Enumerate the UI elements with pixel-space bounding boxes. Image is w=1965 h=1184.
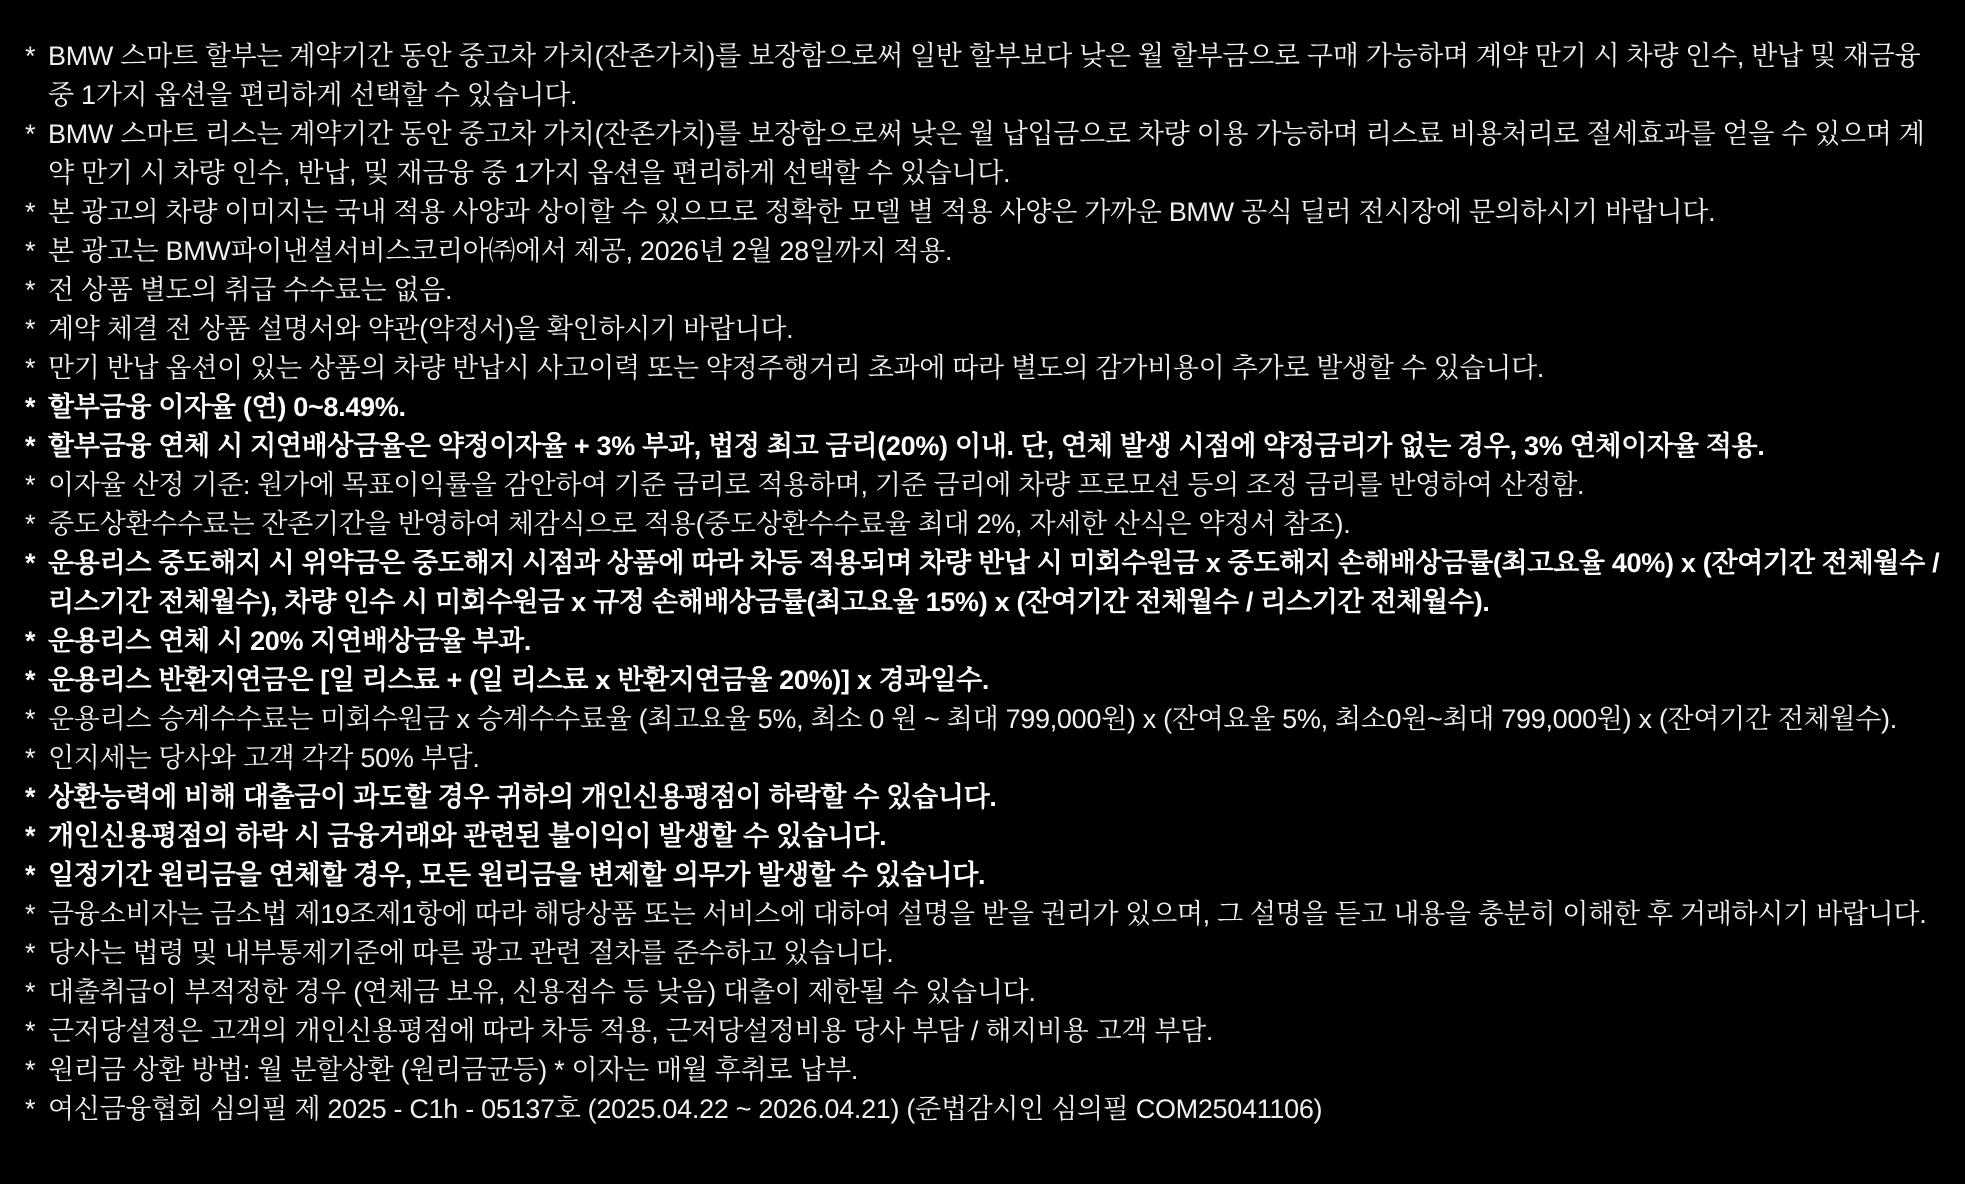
notice-item — [25, 193, 1945, 232]
notice-text: 이자율 산정 기준: 원가에 목표이익률을 감안하여 기준 금리로 적용하며, 기준 금리에 차량 프로모션 등의 조정 금리를 반영하여 산정함. — [48, 470, 1585, 500]
notice-text: 당사는 법령 및 내부통제기준에 따른 광고 관련 절차를 준수하고 있습니다. — [48, 938, 894, 968]
notice-text: 대출취급이 부적정한 경우 (연체금 보유, 신용점수 등 낮음) 대출이 제한될 수 있습니다. — [48, 977, 1036, 1007]
bullet-marker: * — [25, 704, 36, 734]
notice-text: 중도상환수수료는 잔존기간을 반영하여 체감식으로 적용(중도상환수수료율 최대 2%, 자세한 산식은 약정서 참조). — [48, 509, 1351, 539]
bullet-marker: * — [25, 470, 36, 500]
bullet-marker: * — [25, 548, 36, 578]
notice-item — [25, 388, 1945, 427]
notice-text: 상환능력에 비해 대출금이 과도할 경우 귀하의 개인신용평점이 하락할 수 있습니다. — [48, 782, 997, 812]
notice-item — [25, 115, 1945, 193]
notice-item — [25, 895, 1945, 934]
bullet-marker: * — [25, 938, 36, 968]
notice-item — [25, 778, 1945, 817]
bullet-marker: * — [25, 509, 36, 539]
notice-text: 여신금융협회 심의필 제 2025 - C1h - 05137호 (2025.04.22 ~ 2026.04.21) (준법감시인 심의필 COM25041106) — [48, 1094, 1323, 1124]
notice-item — [25, 1051, 1945, 1090]
bullet-marker: * — [25, 1016, 36, 1046]
bullet-marker: * — [25, 119, 36, 149]
notice-item — [25, 310, 1945, 349]
notice-text: 할부금융 연체 시 지연배상금율은 약정이자율 + 3% 부과, 법정 최고 금리(20%) 이내. 단, 연체 발생 시점에 약정금리가 없는 경우, 3% 연체이자율 적용. — [48, 431, 1765, 461]
notice-item — [25, 37, 1945, 115]
bullet-marker: * — [25, 860, 36, 890]
notice-item — [25, 427, 1945, 466]
bullet-marker: * — [25, 977, 36, 1007]
notice-item — [25, 466, 1945, 505]
notice-item — [25, 1090, 1945, 1129]
notice-text: 운용리스 승계수수료는 미회수원금 x 승계수수료율 (최고요율 5%, 최소 0 원 ~ 최대 799,000원) x (잔여요율 5%, 최소0원~최대 799,000원) x (잔여기간 전체월수). — [48, 704, 1897, 734]
bullet-marker: * — [25, 626, 36, 656]
notice-item — [25, 271, 1945, 310]
notice-text: 운용리스 중도해지 시 위약금은 중도해지 시점과 상품에 따라 차등 적용되며 차량 반납 시 미회수원금 x 중도해지 손해배상금률(최고요율 40%) x (잔여기간 전체월수 / 리스기간 전체월수), 차량 인수 시 미회수원금 x 규정 손해배상금률(최고요율 15%) x (잔여기간 전체월수 / 리스기간 전체월수). — [48, 548, 1940, 617]
notice-text: 본 광고는 BMW파이낸셜서비스코리아㈜에서 제공, 2026년 2월 28일까지 적용. — [48, 236, 953, 266]
notice-text: 운용리스 연체 시 20% 지연배상금율 부과. — [48, 626, 532, 656]
notice-text: 개인신용평점의 하락 시 금융거래와 관련된 불이익이 발생할 수 있습니다. — [48, 821, 887, 851]
bullet-marker: * — [25, 782, 36, 812]
bullet-marker: * — [25, 1055, 36, 1085]
notice-item — [25, 505, 1945, 544]
notice-text: 인지세는 당사와 고객 각각 50% 부담. — [48, 743, 480, 773]
notice-item — [25, 544, 1945, 622]
notice-item — [25, 934, 1945, 973]
bullet-marker: * — [25, 743, 36, 773]
bullet-marker: * — [25, 431, 36, 461]
notice-text: 본 광고의 차량 이미지는 국내 적용 사양과 상이할 수 있으므로 정확한 모델 별 적용 사양은 가까운 BMW 공식 딜러 전시장에 문의하시기 바랍니다. — [48, 197, 1716, 227]
bullet-marker: * — [25, 275, 36, 305]
notice-item — [25, 622, 1945, 661]
notice-text: 일정기간 원리금을 연체할 경우, 모든 원리금을 변제할 의무가 발생할 수 있습니다. — [48, 860, 986, 890]
notice-item — [25, 349, 1945, 388]
notice-item — [25, 661, 1945, 700]
notice-text: BMW 스마트 할부는 계약기간 동안 중고차 가치(잔존가치)를 보장함으로써 일반 할부보다 낮은 월 할부금으로 구매 가능하며 계약 만기 시 차량 인수, 반납 및 재금융 중 1가지 옵션을 편리하게 선택할 수 있습니다. — [48, 41, 1921, 110]
notice-text: 원리금 상환 방법: 월 분할상환 (원리금균등) * 이자는 매월 후취로 납부. — [48, 1055, 859, 1085]
notice-text: 전 상품 별도의 취급 수수료는 없음. — [48, 275, 453, 305]
bullet-marker: * — [25, 236, 36, 266]
notice-item — [25, 856, 1945, 895]
notice-text: 금융소비자는 금소법 제19조제1항에 따라 해당상품 또는 서비스에 대하여 설명을 받을 권리가 있으며, 그 설명을 듣고 내용을 충분히 이해한 후 거래하시기 바랍니다. — [48, 899, 1927, 929]
notice-item — [25, 232, 1945, 271]
notice-item — [25, 817, 1945, 856]
bullet-marker: * — [25, 314, 36, 344]
bullet-marker: * — [25, 41, 36, 71]
bullet-marker: * — [25, 197, 36, 227]
notice-item — [25, 1012, 1945, 1051]
notice-text: 만기 반납 옵션이 있는 상품의 차량 반납시 사고이력 또는 약정주행거리 초과에 따라 별도의 감가비용이 추가로 발생할 수 있습니다. — [48, 353, 1545, 383]
notice-item — [25, 973, 1945, 1012]
bullet-marker: * — [25, 899, 36, 929]
notice-text: 근저당설정은 고객의 개인신용평점에 따라 차등 적용, 근저당설정비용 당사 부담 / 해지비용 고객 부담. — [48, 1016, 1214, 1046]
notice-text: 계약 체결 전 상품 설명서와 약관(약정서)을 확인하시기 바랍니다. — [48, 314, 794, 344]
notice-text: BMW 스마트 리스는 계약기간 동안 중고차 가치(잔존가치)를 보장함으로써 낮은 월 납입금으로 차량 이용 가능하며 리스료 비용처리로 절세효과를 얻을 수 있으며 계약 만기 시 차량 인수, 반납, 및 재금융 중 1가지 옵션을 편리하게 선택할 수 있습니다. — [48, 119, 1925, 188]
bullet-marker: * — [25, 1094, 36, 1124]
notice-item — [25, 700, 1945, 739]
bullet-marker: * — [25, 665, 36, 695]
notice-item — [25, 739, 1945, 778]
bullet-marker: * — [25, 392, 36, 422]
notice-text: 운용리스 반환지연금은 [일 리스료 + (일 리스료 x 반환지연금율 20%)] x 경과일수. — [48, 665, 990, 695]
bullet-marker: * — [25, 821, 36, 851]
bullet-marker: * — [25, 353, 36, 383]
notice-text: 할부금융 이자율 (연) 0~8.49%. — [48, 392, 406, 422]
